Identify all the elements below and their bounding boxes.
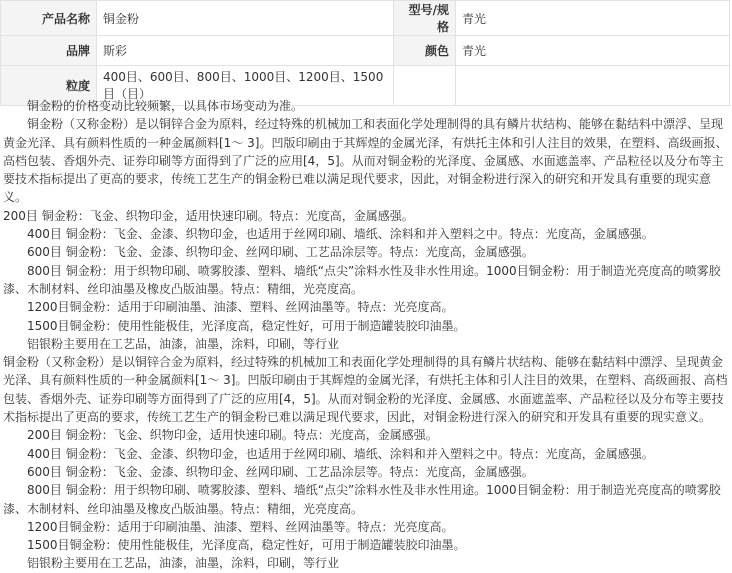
spec-line-200: 200目 铜金粉：飞金、织物印金，适用快速印刷。特点：光度高，金属感强。 bbox=[3, 208, 414, 223]
spec-line-600-repeat: 600目 铜金粉：飞金、金漆、织物印金、丝网印刷、工艺品涂层等。特点：光度高，金属感强。 bbox=[3, 464, 534, 479]
spec-line-200-repeat: 200目 铜金粉：飞金、织物印金，适用快速印刷。特点：光度高，金属感强。 bbox=[3, 428, 438, 443]
product-name-label: 产品名称 bbox=[1, 1, 97, 36]
spec-line-600: 600目 铜金粉：飞金、金漆、织物印金、丝网印刷、工艺品涂层等。特点：光度高，金属感强。 bbox=[3, 245, 534, 260]
product-name-value: 铜金粉 bbox=[97, 1, 394, 36]
spec-line-400: 400目 铜金粉：飞金、金漆、织物印金，也适用于丝网印刷、墙纸、涂料和并入塑料之中。特点：光度高，金属感强。 bbox=[3, 227, 654, 242]
product-description bbox=[3, 97, 729, 573]
spec-line-800-repeat: 800目 铜金粉：用于织物印刷、喷雾胶漆、塑料、墙纸“点尖”涂料水性及非水性用途。1000目铜金粉：用于制造光亮度高的喷雾胶漆、木制材料、丝印油墨及橡皮凸版油墨。特点：精细，光亮度高。 bbox=[3, 483, 721, 516]
product-spec-table bbox=[0, 0, 730, 106]
spec-line-1500: 1500目铜金粉：使用性能极佳，光泽度高，稳定性好，可用于制造罐装胶印油墨。 bbox=[3, 318, 466, 333]
brand-label: 品牌 bbox=[1, 36, 97, 66]
usage-line: 铝银粉主要用在工艺品，油漆，油墨，涂料，印刷，等行业 bbox=[3, 336, 340, 351]
spec-line-800: 800目 铜金粉：用于织物印刷、喷雾胶漆、塑料、墙纸“点尖”涂料水性及非水性用途。1000目铜金粉：用于制造光亮度高的喷雾胶漆、木制材料、丝印油墨及橡皮凸版油墨。特点：精细，光亮度高。 bbox=[3, 263, 721, 296]
granularity-label: 粒度 bbox=[1, 66, 97, 106]
model-label: 型号/规格 bbox=[394, 1, 456, 36]
spec-row-brand bbox=[1, 36, 730, 66]
spec-line-1500-repeat: 1500目铜金粉：使用性能极佳，光泽度高，稳定性好，可用于制造罐装胶印油墨。 bbox=[3, 538, 466, 553]
spec-line-1200-repeat: 1200目铜金粉：适用于印刷油墨、油漆、塑料、丝网油墨等。特点：光亮度高。 bbox=[3, 519, 454, 534]
color-value: 青光 bbox=[456, 36, 730, 66]
price-note: 铜金粉的价格变动比较频繁，以具体市场变动为准。 bbox=[3, 99, 304, 113]
usage-line-repeat: 铝银粉主要用在工艺品，油漆，油墨，涂料，印刷，等行业 bbox=[3, 556, 340, 571]
model-value: 青光 bbox=[456, 1, 730, 36]
granularity-value: 400目、600目、800目、1000目、1200目、1500目（目） bbox=[97, 66, 394, 106]
spec-row-name bbox=[1, 1, 730, 36]
spec-line-1200: 1200目铜金粉：适用于印刷油墨、油漆、塑料、丝网油墨等。特点：光亮度高。 bbox=[3, 300, 454, 315]
brand-value: 斯彩 bbox=[97, 36, 394, 66]
intro-paragraph: 铜金粉（又称金粉）是以铜锌合金为原料，经过特殊的机械加工和表面化学处理制得的具有鳞片状结构、能够在黏结料中漂浮、呈现黄金光泽、具有颜料性质的一种金属颜料[1～ 3]。凹版印刷由于其辉煌的金属光泽，有烘托主体和引人注目的效果，在塑料、高级画报、高档包装、香烟外壳、证券印刷等方面得到了广泛的应用[4，5]。从而对铜金粉的光泽度、金属感、水面遮盖率、产品粒径以及分布等主要技术指标提出了更高的要求，传统工艺生产的铜金粉已难以满足现代要求，因此，对铜金粉进行深入的研究和开发具有重要的现实意义。 bbox=[3, 117, 728, 205]
intro-paragraph-repeat: 铜金粉（又称金粉）是以铜锌合金为原料，经过特殊的机械加工和表面化学处理制得的具有鳞片状结构、能够在黏结料中漂浮、呈现黄金光泽、具有颜料性质的一种金属颜料[1～ 3]。凹版印刷由于其辉煌的金属光泽，有烘托主体和引人注目的效果，在塑料、高级画报、高档包装、香烟外壳、证券印刷等方面得到了广泛的应用[4，5]。从而对铜金粉的光泽度、金属感、水面遮盖率、产品粒径以及分布等主要技术指标提出了更高的要求，传统工艺生产的铜金粉已难以满足现代要求，因此，对铜金粉进行深入的研究和开发具有重要的现实意义。 bbox=[3, 355, 728, 425]
color-label: 颜色 bbox=[394, 36, 456, 66]
spec-line-400-repeat: 400目 铜金粉：飞金、金漆、织物印金，也适用于丝网印刷、墙纸、涂料和并入塑料之中。特点：光度高，金属感强。 bbox=[3, 446, 654, 461]
